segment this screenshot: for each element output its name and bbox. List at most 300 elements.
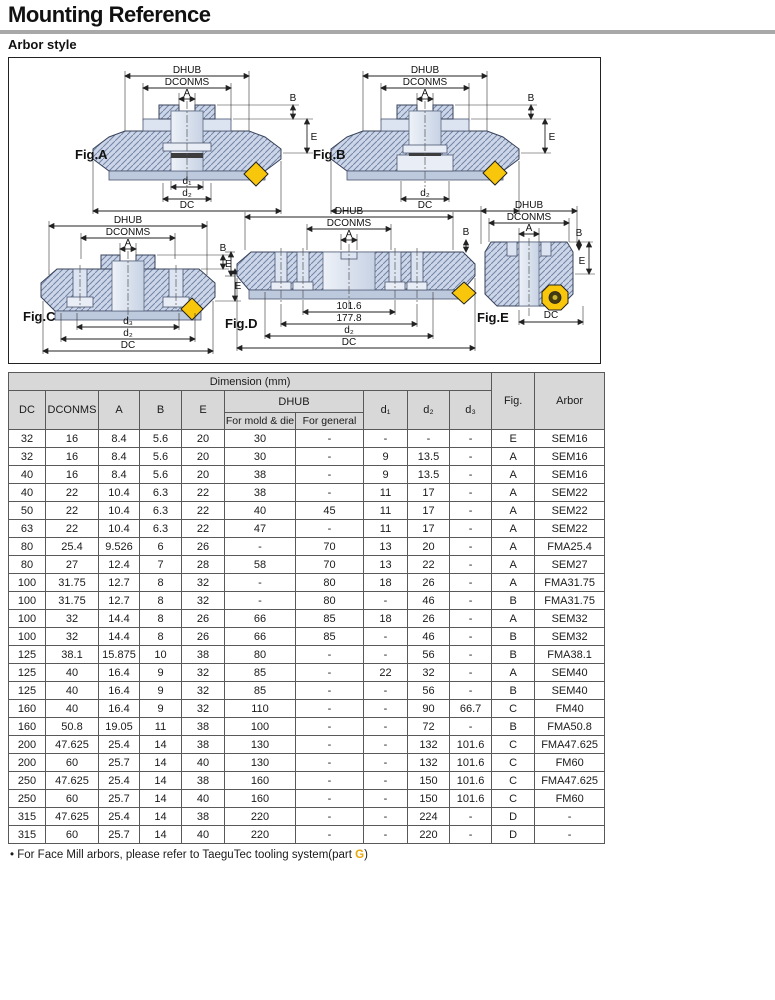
table-cell: 22: [182, 520, 225, 538]
table-cell: 20: [182, 430, 225, 448]
fig-c-e-label: E: [234, 281, 242, 292]
table-row: [9, 466, 605, 484]
table-cell: 22: [364, 664, 408, 682]
table-cell: 60: [46, 790, 99, 808]
footnote: [10, 849, 368, 861]
table-cell: 32: [182, 592, 225, 610]
table-cell: 250: [9, 772, 46, 790]
table-cell: 130: [225, 736, 296, 754]
table-cell: -: [450, 448, 492, 466]
table-cell: SEM40: [535, 664, 605, 682]
header-d2: d₂: [408, 391, 450, 430]
table-cell: -: [450, 628, 492, 646]
table-cell: 5.6: [140, 430, 182, 448]
table-cell: 18: [364, 610, 408, 628]
table-cell: 14.4: [99, 610, 140, 628]
table-cell: 200: [9, 736, 46, 754]
table-cell: -: [296, 430, 364, 448]
figure-d-drawing: [221, 204, 477, 362]
table-cell: 85: [296, 610, 364, 628]
table-cell: FMA47.625: [535, 736, 605, 754]
table-cell: B: [492, 628, 535, 646]
table-cell: SEM16: [535, 466, 605, 484]
table-cell: 11: [140, 718, 182, 736]
table-cell: 101.6: [450, 790, 492, 808]
fig-d-b-label: B: [462, 227, 470, 238]
table-cell: -: [450, 466, 492, 484]
table-cell: 90: [408, 700, 450, 718]
table-cell: 26: [182, 628, 225, 646]
table-cell: 14: [140, 808, 182, 826]
fig-e-e-label: E: [578, 256, 586, 267]
table-cell: 32: [182, 700, 225, 718]
fig-b-dc-label: DC: [417, 200, 433, 211]
fig-c-d2-label: d₂: [123, 328, 133, 339]
table-cell: 315: [9, 826, 46, 844]
table-cell: 132: [408, 736, 450, 754]
table-cell: 40: [46, 682, 99, 700]
table-cell: 31.75: [46, 592, 99, 610]
table-cell: 6.3: [140, 484, 182, 502]
table-cell: SEM16: [535, 448, 605, 466]
table-cell: 17: [408, 520, 450, 538]
table-cell: 110: [225, 700, 296, 718]
table-cell: 7: [140, 556, 182, 574]
header-arbor: Arbor: [535, 373, 605, 430]
table-cell: C: [492, 736, 535, 754]
table-cell: 250: [9, 790, 46, 808]
table-cell: 13.5: [408, 448, 450, 466]
fig-a-dhub-label: DHUB: [172, 65, 202, 76]
table-row: [9, 772, 605, 790]
table-cell: 22: [408, 556, 450, 574]
fig-a-d2-label: d₂: [182, 188, 192, 199]
table-cell: 40: [182, 790, 225, 808]
header-a: A: [99, 391, 140, 430]
table-cell: -: [296, 718, 364, 736]
table-cell: 20: [182, 448, 225, 466]
fig-e-dconms-label: DCONMS: [506, 212, 552, 223]
table-cell: A: [492, 610, 535, 628]
table-cell: SEM22: [535, 484, 605, 502]
table-cell: 8.4: [99, 448, 140, 466]
table-cell: 101.6: [450, 754, 492, 772]
title-divider: [0, 30, 775, 34]
table-cell: 8.4: [99, 430, 140, 448]
table-cell: 70: [296, 538, 364, 556]
table-cell: -: [535, 826, 605, 844]
footnote-part-highlight: G: [355, 849, 365, 861]
table-cell: 38: [182, 646, 225, 664]
table-cell: 47.625: [46, 736, 99, 754]
table-cell: 32: [408, 664, 450, 682]
table-cell: 32: [182, 682, 225, 700]
table-cell: SEM22: [535, 502, 605, 520]
header-dc: DC: [9, 391, 46, 430]
table-cell: 6: [140, 538, 182, 556]
table-cell: -: [296, 466, 364, 484]
fig-c-dconms-label: DCONMS: [105, 227, 151, 238]
table-cell: 16: [46, 430, 99, 448]
table-cell: 125: [9, 646, 46, 664]
table-cell: 28: [182, 556, 225, 574]
table-row: [9, 574, 605, 592]
table-cell: 100: [9, 592, 46, 610]
header-dconms: DCONMS: [46, 391, 99, 430]
table-cell: -: [364, 736, 408, 754]
fig-e-dhub-label: DHUB: [514, 200, 544, 211]
table-cell: 22: [46, 502, 99, 520]
table-cell: FMA25.4: [535, 538, 605, 556]
table-cell: 25.4: [99, 808, 140, 826]
table-cell: 38: [225, 466, 296, 484]
figure-a-drawing: [67, 63, 327, 215]
table-cell: 15.875: [99, 646, 140, 664]
table-cell: SEM27: [535, 556, 605, 574]
table-cell: B: [492, 682, 535, 700]
table-row: [9, 826, 605, 844]
table-cell: 70: [296, 556, 364, 574]
header-dimension-mm: Dimension (mm): [9, 373, 492, 391]
table-cell: 40: [182, 826, 225, 844]
table-cell: 40: [46, 700, 99, 718]
table-cell: 11: [364, 484, 408, 502]
table-cell: FMA50.8: [535, 718, 605, 736]
table-cell: 150: [408, 790, 450, 808]
table-cell: 20: [182, 466, 225, 484]
table-cell: 47.625: [46, 772, 99, 790]
fig-a-dconms-label: DCONMS: [164, 77, 210, 88]
fig-b-a-label: A: [421, 88, 429, 99]
table-cell: A: [492, 448, 535, 466]
table-cell: 26: [408, 610, 450, 628]
table-cell: 150: [408, 772, 450, 790]
table-cell: C: [492, 790, 535, 808]
table-cell: 13.5: [408, 466, 450, 484]
table-cell: -: [450, 646, 492, 664]
fig-d-dc-label: DC: [341, 337, 357, 348]
table-cell: -: [450, 484, 492, 502]
table-cell: FM40: [535, 700, 605, 718]
fig-c-caption: Fig.C: [23, 309, 56, 324]
table-cell: 101.6: [450, 736, 492, 754]
table-cell: -: [364, 772, 408, 790]
fig-c-dc-label: DC: [120, 340, 136, 351]
section-subtitle: Arbor style: [8, 37, 77, 52]
table-cell: 56: [408, 646, 450, 664]
table-cell: SEM22: [535, 520, 605, 538]
header-dhub: DHUB: [225, 391, 364, 413]
table-cell: FMA31.75: [535, 574, 605, 592]
table-cell: 66: [225, 628, 296, 646]
table-cell: 160: [225, 790, 296, 808]
table-cell: 19.05: [99, 718, 140, 736]
table-cell: 220: [225, 826, 296, 844]
table-cell: 30: [225, 430, 296, 448]
table-cell: 22: [46, 484, 99, 502]
figure-e-drawing: [461, 198, 601, 338]
table-cell: -: [450, 538, 492, 556]
table-cell: 58: [225, 556, 296, 574]
table-cell: 56: [408, 682, 450, 700]
table-cell: A: [492, 574, 535, 592]
table-cell: 25.7: [99, 754, 140, 772]
table-cell: 16.4: [99, 682, 140, 700]
table-cell: 63: [9, 520, 46, 538]
header-fig: Fig.: [492, 373, 535, 430]
table-cell: 31.75: [46, 574, 99, 592]
table-cell: 47.625: [46, 808, 99, 826]
table-cell: 8: [140, 610, 182, 628]
table-cell: 9: [140, 700, 182, 718]
table-cell: -: [225, 574, 296, 592]
table-cell: 40: [46, 664, 99, 682]
table-cell: 25.4: [99, 772, 140, 790]
table-cell: 85: [296, 628, 364, 646]
table-cell: 20: [408, 538, 450, 556]
table-cell: -: [450, 718, 492, 736]
table-row: [9, 484, 605, 502]
table-cell: D: [492, 826, 535, 844]
table-cell: 160: [225, 772, 296, 790]
table-cell: -: [296, 790, 364, 808]
table-cell: 100: [9, 628, 46, 646]
table-cell: 12.7: [99, 574, 140, 592]
table-cell: 17: [408, 502, 450, 520]
table-cell: 100: [9, 574, 46, 592]
table-cell: 22: [182, 484, 225, 502]
table-cell: 9: [364, 466, 408, 484]
table-row: [9, 430, 605, 448]
table-cell: 80: [9, 556, 46, 574]
table-cell: D: [492, 808, 535, 826]
dimension-table: [8, 372, 605, 844]
table-cell: 10.4: [99, 502, 140, 520]
table-cell: 125: [9, 682, 46, 700]
page-title: Mounting Reference: [8, 2, 211, 27]
fig-d-cutter-body: [234, 244, 475, 308]
table-cell: 160: [9, 718, 46, 736]
header-d3: d₃: [450, 391, 492, 430]
table-cell: 38: [182, 718, 225, 736]
table-cell: FM60: [535, 754, 605, 772]
fig-d-a-label: A: [345, 229, 353, 240]
table-cell: 9: [140, 682, 182, 700]
fig-c-dhub-label: DHUB: [113, 215, 143, 226]
table-row: [9, 664, 605, 682]
table-cell: 32: [9, 448, 46, 466]
table-cell: 11: [364, 502, 408, 520]
footnote-text: • For Face Mill arbors, please refer to TaeguTec tooling system(part: [10, 849, 356, 861]
table-cell: 17: [408, 484, 450, 502]
fig-d-caption: Fig.D: [225, 316, 258, 331]
table-cell: 8: [140, 574, 182, 592]
table-cell: -: [296, 700, 364, 718]
table-cell: 101.6: [450, 772, 492, 790]
fig-e-dc-label: DC: [543, 310, 559, 321]
figure-c-drawing: [17, 213, 243, 363]
table-cell: 32: [46, 628, 99, 646]
table-row: [9, 754, 605, 772]
table-cell: 85: [225, 664, 296, 682]
fig-a-a-label: A: [183, 88, 191, 99]
table-cell: -: [364, 682, 408, 700]
table-cell: C: [492, 772, 535, 790]
table-cell: -: [296, 754, 364, 772]
fig-d-d2-label: d₂: [344, 325, 354, 336]
table-cell: SEM40: [535, 682, 605, 700]
table-cell: 85: [225, 682, 296, 700]
table-row: [9, 592, 605, 610]
table-row: [9, 736, 605, 754]
table-cell: 14: [140, 826, 182, 844]
arbor-style-figure-panel: [8, 57, 601, 364]
table-cell: -: [450, 664, 492, 682]
table-cell: -: [296, 808, 364, 826]
table-cell: 38: [182, 808, 225, 826]
fig-d-bolt-circle-1-label: 101.6: [336, 301, 362, 312]
table-cell: 13: [364, 538, 408, 556]
table-cell: 80: [9, 538, 46, 556]
fig-e-caption: Fig.E: [477, 310, 509, 325]
fig-e-a-label: A: [525, 223, 533, 234]
table-cell: -: [364, 718, 408, 736]
table-cell: -: [364, 808, 408, 826]
table-cell: 9: [364, 448, 408, 466]
table-cell: 50.8: [46, 718, 99, 736]
table-cell: 30: [225, 448, 296, 466]
table-cell: -: [364, 700, 408, 718]
table-cell: 9.526: [99, 538, 140, 556]
table-cell: 32: [182, 664, 225, 682]
table-cell: 22: [182, 502, 225, 520]
fig-e-b-label: B: [575, 228, 583, 239]
table-cell: 80: [296, 574, 364, 592]
footnote-close: ): [364, 849, 368, 861]
table-cell: 5.6: [140, 448, 182, 466]
fig-e-insert-icon: [542, 285, 568, 310]
table-cell: 66: [225, 610, 296, 628]
table-cell: 45: [296, 502, 364, 520]
table-cell: B: [492, 592, 535, 610]
table-cell: 32: [46, 610, 99, 628]
table-cell: -: [296, 682, 364, 700]
table-body: [9, 430, 605, 844]
table-cell: 10.4: [99, 484, 140, 502]
table-cell: -: [364, 628, 408, 646]
table-cell: A: [492, 502, 535, 520]
header-d1: d₁: [364, 391, 408, 430]
fig-d-dhub-label: DHUB: [334, 206, 364, 217]
fig-b-b-label: B: [527, 93, 535, 104]
table-cell: FMA47.625: [535, 772, 605, 790]
table-cell: 47: [225, 520, 296, 538]
table-cell: 14.4: [99, 628, 140, 646]
table-cell: -: [364, 790, 408, 808]
table-cell: 10: [140, 646, 182, 664]
table-cell: -: [450, 502, 492, 520]
table-cell: 32: [9, 430, 46, 448]
table-cell: A: [492, 484, 535, 502]
table-cell: -: [408, 430, 450, 448]
table-cell: 80: [225, 646, 296, 664]
table-cell: 27: [46, 556, 99, 574]
table-cell: 26: [182, 610, 225, 628]
table-cell: SEM32: [535, 628, 605, 646]
table-row: [9, 538, 605, 556]
table-cell: 8: [140, 592, 182, 610]
table-cell: 32: [182, 574, 225, 592]
table-cell: 72: [408, 718, 450, 736]
table-cell: 6.3: [140, 502, 182, 520]
table-row: [9, 502, 605, 520]
fig-c-d3-label: d₃: [123, 316, 133, 327]
fig-a-caption: Fig.A: [75, 147, 108, 162]
table-cell: 38: [182, 772, 225, 790]
table-cell: -: [296, 772, 364, 790]
table-row: [9, 682, 605, 700]
table-cell: 130: [225, 754, 296, 772]
table-cell: A: [492, 664, 535, 682]
table-cell: 18: [364, 574, 408, 592]
table-cell: -: [450, 520, 492, 538]
table-cell: -: [296, 664, 364, 682]
table-cell: 40: [182, 754, 225, 772]
table-cell: 13: [364, 556, 408, 574]
fig-a-dc-label: DC: [179, 200, 195, 211]
table-cell: SEM32: [535, 610, 605, 628]
table-cell: 125: [9, 664, 46, 682]
table-cell: 220: [225, 808, 296, 826]
figure-b-drawing: [305, 63, 565, 215]
table-header: [9, 373, 605, 430]
fig-b-e-label: E: [548, 132, 556, 143]
table-row: [9, 700, 605, 718]
table-cell: -: [450, 682, 492, 700]
table-cell: 25.4: [99, 736, 140, 754]
table-cell: 66.7: [450, 700, 492, 718]
table-cell: 40: [9, 466, 46, 484]
table-cell: 132: [408, 754, 450, 772]
table-cell: 14: [140, 772, 182, 790]
table-cell: 25.7: [99, 790, 140, 808]
table-cell: FM60: [535, 790, 605, 808]
table-cell: -: [364, 592, 408, 610]
table-cell: -: [296, 520, 364, 538]
table-cell: C: [492, 754, 535, 772]
table-cell: 100: [225, 718, 296, 736]
table-cell: 224: [408, 808, 450, 826]
fig-c-b-label: B: [219, 243, 227, 254]
table-cell: A: [492, 556, 535, 574]
header-b: B: [140, 391, 182, 430]
table-cell: SEM16: [535, 430, 605, 448]
table-cell: 60: [46, 826, 99, 844]
table-row: [9, 628, 605, 646]
table-cell: -: [364, 646, 408, 664]
table-cell: 46: [408, 592, 450, 610]
table-cell: -: [296, 484, 364, 502]
fig-b-dconms-label: DCONMS: [402, 77, 448, 88]
table-cell: -: [535, 808, 605, 826]
table-cell: 40: [225, 502, 296, 520]
table-cell: 38: [182, 736, 225, 754]
table-cell: 26: [182, 538, 225, 556]
fig-b-caption: Fig.B: [313, 147, 346, 162]
table-cell: 22: [46, 520, 99, 538]
table-cell: 8.4: [99, 466, 140, 484]
table-cell: 14: [140, 790, 182, 808]
